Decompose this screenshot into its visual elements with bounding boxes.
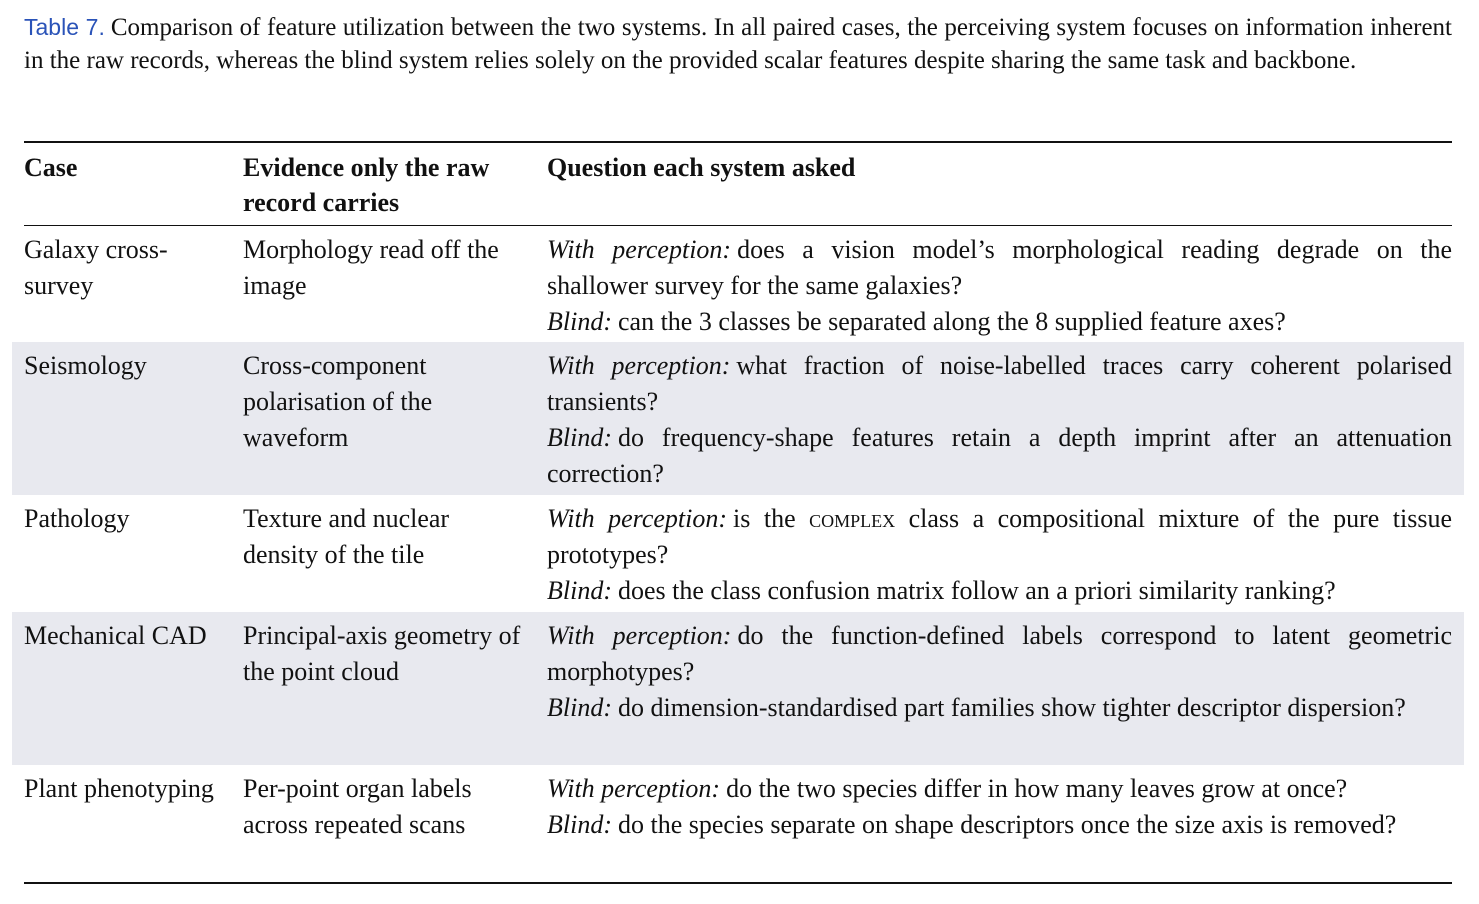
evidence-cell: Texture and nuclear density of the tile [243, 504, 450, 569]
perception-label: With perception: [547, 351, 731, 380]
evidence-cell: Per-point organ labels across repeated scans [243, 774, 472, 839]
header-question: Question each system asked [547, 153, 856, 182]
case-cell: Seismology [24, 351, 147, 380]
perception-question: With perception: do the function-defined labels correspond to latent geometric morphotypes? [547, 621, 1452, 686]
case-cell: Galaxy cross-survey [24, 235, 168, 300]
question-cell [547, 501, 1452, 609]
evidence-cell: Cross-component polarisation of the waveform [243, 351, 433, 452]
question-cell [547, 771, 1452, 843]
bottom-rule [24, 882, 1452, 884]
question-cell [547, 348, 1452, 492]
evidence-cell: Principal-axis geometry of the point cloud [243, 621, 521, 686]
case-cell: Plant phenotyping [24, 774, 214, 803]
blind-label: Blind: [547, 307, 612, 336]
blind-question: Blind: does the class confusion matrix follow an a priori similarity ranking? [547, 576, 1336, 605]
header-evidence: Evidence only the raw record carries [243, 153, 490, 217]
blind-question: Blind: do the species separate on shape descriptors once the size axis is removed? [547, 810, 1397, 839]
table-caption [24, 11, 1452, 77]
table-row [12, 226, 1464, 342]
table-row [12, 765, 1464, 882]
caption-text: Comparison of feature utilization between the two systems. In all paired cases, the perceiving system focuses on information inherent in the raw records, whereas the blind system relies solely on the provided scalar features despite sharing the same task and backbone. [24, 14, 1452, 74]
question-cell [547, 232, 1452, 340]
header-case: Case [24, 153, 78, 182]
blind-question: Blind: do frequency-shape features retain a depth imprint after an attenuation correction? [547, 423, 1452, 488]
blind-label: Blind: [547, 576, 612, 605]
blind-label: Blind: [547, 423, 612, 452]
perception-question: With perception: is the complex class a compositional mixture of the pure tissue prototypes? [547, 504, 1453, 569]
case-cell: Pathology [24, 504, 130, 533]
blind-question: Blind: can the 3 classes be separated along the 8 supplied feature axes? [547, 307, 1286, 336]
table-label: Table 7. [24, 14, 105, 40]
perception-label: With perception: [547, 774, 721, 803]
blind-question: Blind: do dimension-standardised part families show tighter descriptor dispersion? [547, 693, 1406, 722]
table-row [12, 342, 1464, 495]
perception-question: With perception: does a vision model’s morphological reading degrade on the shallower survey for the same galaxies? [547, 235, 1452, 300]
blind-label: Blind: [547, 693, 612, 722]
top-rule [24, 141, 1452, 143]
table-row [12, 495, 1464, 612]
perception-question: With perception: what fraction of noise-labelled traces carry coherent polarised transients? [547, 351, 1452, 416]
perception-label: With perception: [547, 504, 728, 533]
perception-label: With perception: [547, 235, 732, 264]
class-name: complex [809, 504, 896, 533]
perception-question: With perception: do the two species differ in how many leaves grow at once? [547, 774, 1348, 803]
evidence-cell: Morphology read off the image [243, 235, 499, 300]
table-row [12, 612, 1464, 765]
question-cell [547, 618, 1452, 726]
perception-label: With perception: [547, 621, 732, 650]
blind-label: Blind: [547, 810, 612, 839]
case-cell: Mechanical CAD [24, 621, 207, 650]
